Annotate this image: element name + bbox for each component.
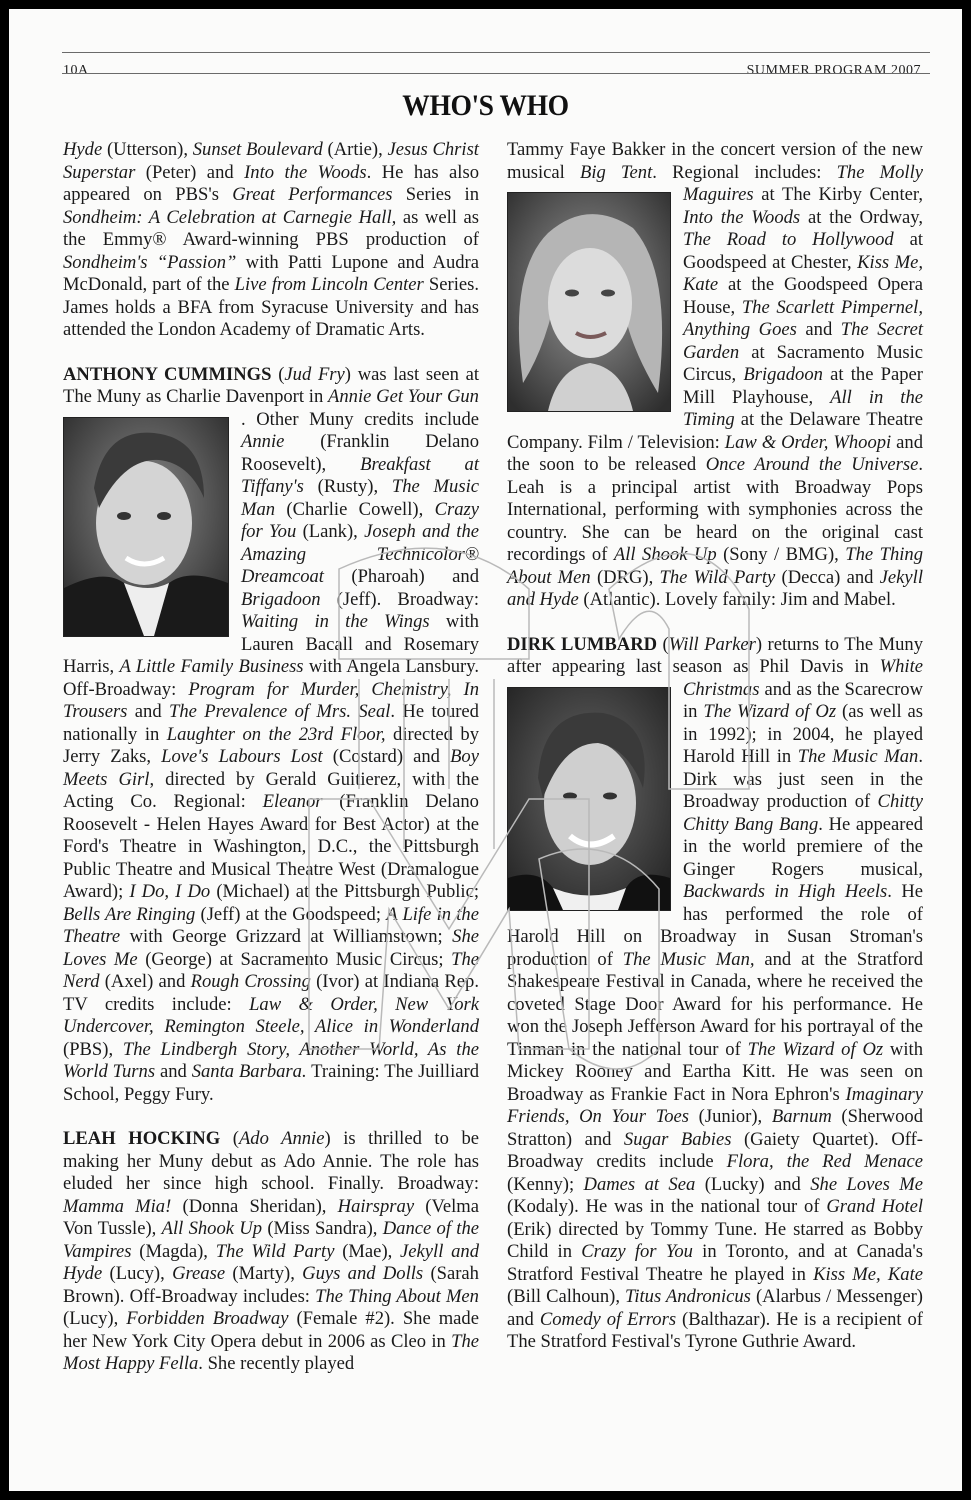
right-column xyxy=(507,139,923,1354)
title-italic: Waiting in the Wings xyxy=(241,611,430,632)
title-italic: Mamma Mia! xyxy=(63,1195,172,1217)
title-italic: Jesus Christ Superstar xyxy=(63,139,479,183)
title-italic: The Thing About Men xyxy=(315,1285,479,1307)
title-italic: Sunset Boulevard xyxy=(192,139,323,160)
bio-body-intro: Tammy Faye Bakker in the concert version of the new musical Big Tent. Regional includes: xyxy=(507,139,923,183)
title-italic: A Little Family Business xyxy=(119,656,304,677)
title-italic: Breakfast at Tiffany's xyxy=(241,453,480,497)
headshot-anthony-cummings xyxy=(63,417,229,637)
title-italic: Titus Andronicus xyxy=(625,1286,751,1307)
bio-continued: Hyde (Utterson), Sunset Boulevard (Artie), Jesus Christ Superstar (Peter) and Into the Woods. He has also appeared on PBS's Great Performances Series in Sondheim: A Celebration at Carnegie Hall, as well as the Emmy® Award-winning PBS production of Sondheim's “Passion” with Patti Lupone and Audra McDonald, part of the Live from Lincoln Center Series. James holds a BFA from Syracuse University and has attended the London Academy of Dramatic Arts. xyxy=(63,139,480,340)
title-italic: The Nerd xyxy=(63,948,479,992)
header-top-rule xyxy=(62,52,930,53)
title-italic: Backwards in High Heels xyxy=(683,881,888,902)
title-italic: Grand Hotel xyxy=(826,1196,923,1217)
title-italic: Grease xyxy=(172,1263,226,1284)
title-italic: Santa Barbara. xyxy=(191,1061,307,1082)
title-italic: Flora, the Red Menace xyxy=(726,1151,923,1172)
title-italic: Brigadoon xyxy=(743,364,823,385)
title-italic: Joseph and the Amazing Technicolor® Dreamcoat xyxy=(241,521,479,587)
title-italic: Kiss Me, Kate xyxy=(813,1263,923,1285)
page-title: WHO'S WHO xyxy=(402,89,569,122)
title-italic: Hyde xyxy=(63,139,103,160)
title-italic: Dames at Sea xyxy=(583,1173,696,1195)
title-italic: The Molly Maguires xyxy=(683,161,923,205)
title-italic: The Music Man xyxy=(797,746,919,767)
bio-name: DIRK LUMBARD xyxy=(507,633,658,655)
title-italic: She Loves Me xyxy=(810,1173,924,1195)
header-bottom-rule xyxy=(62,73,930,74)
bio-body: White Christmas and as the Scarecrow in The Wizard of Oz (as well as in 1992); in 2004, he played Harold Hill in The Music Man. Dirk was just seen in the Broadway production of Chitty Chitty Bang Bang. He appeared in the world premiere of the Ginger Rogers musical, Backwards in High Heels. He has performed the role of Harold Hill on Broadway in Susan Stroman's production of The Music Man, and at the Stratford Shakespeare Festival in Canada, where he received the coveted Stage Door Award for his performance. He won the Joseph Jefferson Award for his portrayal of the Tinman in the national tour of The Wizard of Oz with Mickey Rooney and Eartha Kitt. He was seen on Broadway as Frankie Fact in Nora Ephron's Imaginary Friends, On Your Toes (Junior), Barnum (Sherwood Stratton) and Sugar Babies (Gaiety Quartet). Off-Broadway credits include Flora, the Red Menace (Kenny); Dames at Sea (Lucky) and She Loves Me (Kodaly). He was in the national tour of Grand Hotel (Erik) directed by Tommy Tune. He starred as Bobby Child in Crazy for You in Toronto, and at Canada's Stratford Festival Theatre he played in Kiss Me, Kate (Bill Calhoun), Titus Andronicus (Alarbus / Messenger) and Comedy of Errors (Balthazar). He is a recipient of The Stratford Festival's Tyrone Guthrie Award. xyxy=(507,656,924,1352)
title-italic: Forbidden Broadway xyxy=(126,1308,289,1329)
title-italic: The Scarlett Pimpernel, Anything Goes xyxy=(683,296,923,340)
bio-body: The Molly Maguires at The Kirby Center, Into the Woods at the Ordway, The Road to Hollywood at Goodspeed at Chester, Kiss Me, Kate at the Goodspeed Opera House, The Scarlett Pimpernel, Anything Goes and The Secret Garden at Sacramento Music Circus, Brigadoon at the Paper Mill Playhouse, All in the Timing at the Delaware Theatre Company. Film / Television: Law & Order, Whoopi and the soon to be released Once Around the Universe. Leah is a principal artist with Broadway Pops International, performing with symphonies across the country. She can be heard on the original cast recordings of All Shook Up (Sony / BMG), The Thing About Men (DRG), The Wild Party (Decca) and Jekyll and Hyde (Atlantic). Lovely family: Jim and Mabel. xyxy=(507,161,924,610)
title-italic: The Thing About Men xyxy=(507,544,924,588)
title-italic: Annie Get Your Gun xyxy=(328,386,479,407)
title-italic: Eleanor xyxy=(262,791,323,812)
title-italic: All Shook Up xyxy=(613,544,717,565)
title-italic: The Wizard of Oz xyxy=(703,701,837,722)
bio-name: LEAH HOCKING xyxy=(63,1128,221,1149)
photo-image-icon xyxy=(508,688,670,910)
title-italic: Kiss Me, Kate xyxy=(683,251,923,295)
title-italic: Guys and Dolls xyxy=(302,1263,424,1284)
bio-leah-hocking-continued xyxy=(507,139,923,612)
title-italic: Love's Labours Lost xyxy=(161,746,323,767)
title-italic: Chitty Chitty Bang Bang xyxy=(683,791,923,835)
title-italic: Crazy for You xyxy=(581,1241,693,1262)
bio-body: . Other Muny credits include Annie (Franklin Delano Roosevelt), Breakfast at Tiffany's (Rusty), The Music Man (Charlie Cowell), Crazy for You (Lank), Joseph and the Amazing Technicolor® Dreamcoat (Pharoah) and Brigadoon (Jeff). Broadway: Waiting in the Wings with Lauren Bacall and Rosemary Harris, A Little Family Business with Angela Lansbury. Off-Broadway: Program for Murder, Chemistry, In Trousers and The Prevalence of Mrs. Seal. He toured nationally in Laughter on the 23rd Floor, directed by Jerry Zaks, Love's Labours Lost (Costard) and Boy Meets Girl, directed by Gerald Guitierez, with the Acting Co. Regional: Eleanor (Franklin Delano Roosevelt - Helen Hayes Award for Best Actor) at the Ford's Theatre in Washington, D.C., the Pittsburgh Public Theatre and Musical Theatre West (Dramalogue Award); I Do, I Do (Michael) at the Pittsburgh Public; Bells Are Ringing (Jeff) at the Goodspeed; A Life in the Theatre with George Grizzard at Williamstown; She Loves Me (George) at Sacramento Music Circus; The Nerd (Axel) and Rough Crossing (Ivor) at Indiana Rep. TV credits include: Law & Order, New York Undercover, Remington Steele, Alice in Wonderland (PBS), The Lindbergh Story, Another World, As the World Turns and Santa Barbara. Training: The Juilliard School, Peggy Fury. xyxy=(63,408,480,1105)
bio-role: Will Parker xyxy=(668,633,756,655)
title-italic: The Wild Party xyxy=(659,566,776,588)
title-italic: Rough Crossing xyxy=(190,971,311,992)
title-italic: Once Around the Universe xyxy=(705,454,919,475)
title-italic: Into the Woods xyxy=(683,206,801,228)
title-italic: Brigadoon xyxy=(241,588,321,610)
title-italic: The Road to Hollywood xyxy=(683,229,894,250)
title-italic: The Lindbergh Story, Another World, As the World Turns xyxy=(63,1038,479,1082)
title-italic: Imaginary Friends, On Your Toes xyxy=(507,1083,923,1127)
bio-body-intro: returns to The Muny after appearing last season as Phil Davis in xyxy=(507,633,923,677)
title-italic: The Wild Party xyxy=(215,1240,335,1262)
title-italic: Barnum xyxy=(771,1106,832,1127)
title-italic: Live from Lincoln Center xyxy=(234,274,424,295)
title-italic: The Wizard of Oz xyxy=(747,1038,884,1060)
bio-dirk-lumbard: DIRK LUMBARD (Will Parker) returns to The Muny after appearing last season as Phil Davis in White Christmas and as the Scarecrow in The Wizard of Oz (as well as in 1992); in 2004, he played Harold Hill in The Music Man. Dirk was just seen in the Broadway production of Chitty Chitty Bang Bang. He appeared in the world premiere of the Ginger Rogers musical, Backwards in High Heels. He has performed the role of Harold Hill on Broadway in Susan Stroman's production of The Music Man, and at the Stratford Shakespeare Festival in Canada, where he received the coveted Stage Door Award for his performance. He won the Joseph Jefferson Award for his portrayal of the Tinman in the national tour of The Wizard of Oz with Mickey Rooney and Eartha Kitt. He was seen on Broadway as Frankie Fact in Nora Ephron's Imaginary Friends, On Your Toes (Junior), Barnum (Sherwood Stratton) and Sugar Babies (Gaiety Quartet). Off-Broadway credits include Flora, the Red Menace (Kenny); Dames at Sea (Lucky) and She Loves Me (Kodaly). He was in the national tour of Grand Hotel (Erik) directed by Tommy Tune. He starred as Bobby Child in Crazy for You in Toronto, and at Canada's Stratford Festival Theatre he played in Kiss Me, Kate (Bill Calhoun), Titus Andronicus (Alarbus / Messenger) and Comedy of Errors (Balthazar). He is a recipient of The Stratford Festival's Tyrone Guthrie Award. xyxy=(507,633,924,1352)
title-italic: All in the Timing xyxy=(683,386,923,430)
title-italic: A Life in the Theatre xyxy=(63,903,479,947)
title-italic: The Music Man xyxy=(241,476,479,520)
headshot-dirk-lumbard xyxy=(507,687,671,911)
title-italic: The Prevalence of Mrs. Seal xyxy=(169,701,391,722)
title-italic: All Shook Up xyxy=(161,1218,263,1239)
bio-body: is thrilled to be making her Muny debut as Ado Annie. The role has eluded her since high school. Finally. Broadway: Mamma Mia! (Donna Sheridan), Hairspray (Velma Von Tussle), All Shook Up (Miss Sandra), Dance of the Vampires (Magda), The Wild Party (Mae), Jekyll and Hyde (Lucy), Grease (Marty), Guys and Dolls (Sarah Brown). Off-Broadway includes: The Thing About Men (Lucy), Forbidden Broadway (Female #2). She made her New York City Opera debut in 2006 as Cleo in The Most Happy Fella. She recently played xyxy=(63,1128,480,1374)
left-column xyxy=(63,139,479,1376)
title-italic: Sondheim's “Passion” xyxy=(63,251,237,273)
bio-role: Jud Fry xyxy=(284,363,345,385)
program-title: SUMMER PROGRAM 2007 xyxy=(746,63,921,78)
title-italic: White Christmas xyxy=(683,656,923,700)
title-italic: Jekyll and Hyde xyxy=(63,1240,480,1284)
title-italic: Annie xyxy=(241,431,285,452)
program-page xyxy=(9,9,962,1491)
page-number: 10A xyxy=(63,63,89,78)
title-italic: Hairspray xyxy=(337,1195,415,1217)
title-italic: Comedy of Errors xyxy=(539,1308,677,1330)
title-italic: Bells Are Ringing xyxy=(63,903,196,925)
photo-image-icon xyxy=(508,193,670,411)
title-italic: I Do, I Do xyxy=(129,881,211,902)
title-italic: Program for Murder, Chemistry, In Trousers xyxy=(63,678,479,722)
bio-leah-hocking: LEAH HOCKING (Ado Annie) is thrilled to be making her Muny debut as Ado Annie. The role has eluded her since high school. Finally. Broadway: Mamma Mia! (Donna Sheridan), Hairspray (Velma Von Tussle), All Shook Up (Miss Sandra), Dance of the Vampires (Magda), The Wild Party (Mae), Jekyll and Hyde (Lucy), Grease (Marty), Guys and Dolls (Sarah Brown). Off-Broadway includes: The Thing About Men (Lucy), Forbidden Broadway (Female #2). She made her New York City Opera debut in 2006 as Cleo in The Most Happy Fella. She recently played xyxy=(63,1128,480,1374)
title-italic: Sugar Babies xyxy=(623,1128,732,1150)
title-italic: Jekyll and Hyde xyxy=(507,566,923,610)
bio-role: Ado Annie xyxy=(238,1128,325,1149)
bio-body-intro: was last seen at The Muny as Charlie Davenport in Annie Get Your Gun xyxy=(63,363,480,407)
photo-image-icon xyxy=(64,418,228,636)
title-italic: The Music Man, xyxy=(622,948,755,970)
headshot-leah-hocking xyxy=(507,192,671,412)
title-italic: She Loves Me xyxy=(63,926,479,970)
title-italic: Into the Woods xyxy=(244,161,367,183)
bio-name: ANTHONY CUMMINGS xyxy=(63,363,272,385)
title-italic: Law & Order, Whoopi xyxy=(724,431,892,453)
title-italic: Dance of the Vampires xyxy=(63,1218,479,1262)
title-italic: Sondheim: A Celebration at Carnegie Hall, xyxy=(63,206,397,228)
title-italic: The Secret Garden xyxy=(683,319,923,363)
title-italic: Laughter on the 23rd Floor, xyxy=(166,723,386,745)
title-italic: Law & Order, New York Undercover, Remington Steele, Alice in Wonderland xyxy=(63,993,479,1037)
title-italic: Crazy for You xyxy=(241,498,479,542)
title-italic: The Most Happy Fella xyxy=(63,1330,479,1374)
title-italic: Great Performances xyxy=(232,184,393,205)
title-italic: Big Tent xyxy=(579,161,653,183)
title-italic: Boy Meets Girl xyxy=(63,746,479,790)
bio-anthony-cummings: ANTHONY CUMMINGS (Jud Fry) was last seen at The Muny as Charlie Davenport in Annie Get Your Gun . Other Muny credits include Annie (Franklin Delano Roosevelt), Breakfast at Tiffany's (Rusty), The Music Man (Charlie Cowell), Crazy for You (Lank), Joseph and the Amazing Technicolor® Dreamcoat (Pharoah) and Brigadoon (Jeff). Broadway: Waiting in the Wings with Lauren Bacall and Rosemary Harris, A Little Family Business with Angela Lansbury. Off-Broadway: Program for Murder, Chemistry, In Trousers and The Prevalence of Mrs. Seal. He toured nationally in Laughter on the 23rd Floor, directed by Jerry Zaks, Love's Labours Lost (Costard) and Boy Meets Girl, directed by Gerald Guitierez, with the Acting Co. Regional: Eleanor (Franklin Delano Roosevelt - Helen Hayes Award for Best Actor) at the Ford's Theatre in Washington, D.C., the Pittsburgh Public Theatre and Musical Theatre West (Dramalogue Award); I Do, I Do (Michael) at the Pittsburgh Public; Bells Are Ringing (Jeff) at the Goodspeed; A Life in the Theatre with George Grizzard at Williamstown; She Loves Me (George) at Sacramento Music Circus; The Nerd (Axel) and Rough Crossing (Ivor) at Indiana Rep. TV credits include: Law & Order, New York Undercover, Remington Steele, Alice in Wonderland (PBS), The Lindbergh Story, Another World, As the World Turns and Santa Barbara. Training: The Juilliard School, Peggy Fury. xyxy=(63,363,480,1105)
